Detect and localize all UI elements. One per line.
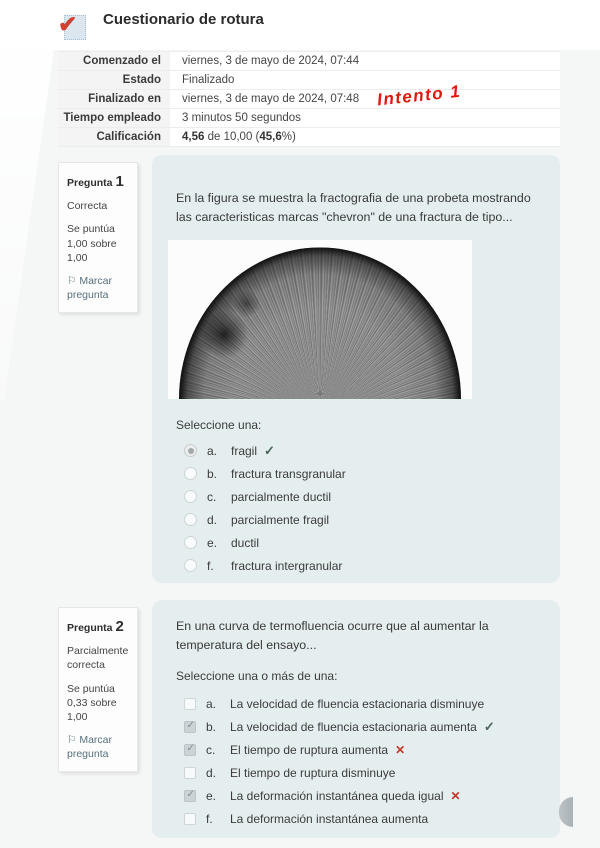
page-header	[0, 0, 600, 50]
summary-grade-value: 4,56 de 10,00 (45,6%)	[170, 128, 560, 146]
radio-button[interactable]	[184, 490, 197, 503]
options-list	[176, 439, 536, 577]
question1-info-panel	[58, 162, 138, 313]
options-list	[176, 692, 536, 830]
flag-question-link[interactable]: ⚐ Marcar pregunta	[67, 274, 113, 302]
fractography-image	[168, 240, 472, 399]
correct-mark-icon: ✓	[483, 718, 495, 734]
grade-points: 4,56	[182, 131, 205, 143]
question-number: Pregunta 2	[67, 618, 124, 635]
summary-label: Tiempo empleado	[58, 109, 170, 127]
option-row[interactable]: a. La velocidad de fluencia estacionaria disminuye	[176, 692, 536, 715]
radio-button[interactable]	[184, 513, 197, 526]
option-row[interactable]: c. parcialmente ductil	[176, 485, 536, 508]
incorrect-mark-icon: ✕	[450, 788, 461, 803]
checkbox[interactable]	[184, 698, 196, 710]
page-title: Cuestionario de rotura	[103, 11, 264, 28]
grade-percent: 45,6	[259, 131, 282, 143]
question-state: Parcialmente correcta	[67, 645, 129, 672]
summary-row	[58, 71, 560, 90]
flag-icon: ⚐	[67, 734, 77, 747]
option-row[interactable]: e. ductil	[176, 531, 536, 554]
option-row[interactable]: d. parcialmente fragil	[176, 508, 536, 531]
background-artifact	[0, 50, 54, 400]
question2-card	[152, 600, 560, 838]
summary-label: Finalizado en	[58, 90, 170, 108]
option-row[interactable]: b. fractura transgranular	[176, 462, 536, 485]
question2-info-panel	[58, 607, 138, 772]
drawer-toggle-button[interactable]	[559, 797, 573, 827]
quiz-icon	[58, 11, 86, 40]
option-row[interactable]: ✓ c. El tiempo de ruptura aumenta ✕	[176, 738, 536, 761]
grade-out-of: de 10,00 (	[204, 131, 260, 143]
summary-row-grade	[58, 128, 560, 147]
attempt-summary-table	[58, 51, 560, 147]
flag-question-link[interactable]: ⚐ Marcar pregunta	[67, 734, 113, 761]
summary-value: viernes, 3 de mayo de 2024, 07:48	[170, 90, 560, 108]
summary-row	[58, 90, 560, 109]
checkbox[interactable]	[184, 744, 196, 756]
correct-mark-icon: ✓	[264, 442, 275, 458]
option-row[interactable]: d. El tiempo de ruptura disminuye	[176, 761, 536, 784]
incorrect-mark-icon: ✕	[395, 742, 406, 757]
option-row[interactable]: a. fragil ✓	[176, 439, 536, 462]
question-grade: Se puntúa 0,33 sobre 1,00	[67, 682, 117, 723]
option-row[interactable]: ✓ b. La velocidad de fluencia estacionaria aumenta ✓	[176, 715, 536, 738]
option-row[interactable]: f. La deformación instantánea aumenta	[176, 807, 536, 830]
summary-value: 3 minutos 50 segundos	[170, 109, 560, 127]
question-grade: Se puntúa 1,00 sobre 1,00	[67, 223, 117, 264]
summary-label: Comenzado el	[58, 52, 170, 70]
checkbox[interactable]	[184, 721, 196, 733]
radio-button[interactable]	[184, 559, 197, 572]
question-text: En una curva de termofluencia ocurre que al aumentar la temperatura del ensayo...	[176, 619, 489, 653]
checkbox[interactable]	[184, 767, 196, 779]
option-row[interactable]: f. fractura intergranular	[176, 554, 536, 577]
question-number: Pregunta 1	[67, 173, 124, 190]
checkbox[interactable]	[184, 813, 196, 825]
checkbox[interactable]	[184, 790, 196, 802]
summary-label: Calificación	[58, 128, 170, 146]
answer-prompt: Seleccione una:	[176, 418, 262, 433]
summary-row	[58, 109, 560, 128]
summary-row	[58, 51, 560, 71]
radio-button[interactable]	[184, 444, 197, 457]
flag-icon: ⚐	[67, 274, 77, 287]
question1-card	[152, 155, 560, 583]
quiz-checkmark-icon: ✔	[58, 11, 78, 37]
radio-button[interactable]	[184, 536, 197, 549]
handwritten-annotation: Intento 1	[376, 81, 463, 110]
summary-label: Estado	[58, 71, 170, 89]
summary-value: viernes, 3 de mayo de 2024, 07:44	[170, 52, 560, 70]
summary-value: Finalizado	[170, 71, 560, 89]
answer-prompt: Seleccione una o más de una:	[176, 669, 338, 684]
radio-button[interactable]	[184, 467, 197, 480]
question-text: En la figura se muestra la fractografia de una probeta mostrando las caracteristicas marcas "chevron" de una fractura de tipo...	[176, 191, 531, 225]
option-row[interactable]: ✓ e. La deformación instantánea queda igual ✕	[176, 784, 536, 807]
question-state: Correcta	[67, 200, 108, 213]
